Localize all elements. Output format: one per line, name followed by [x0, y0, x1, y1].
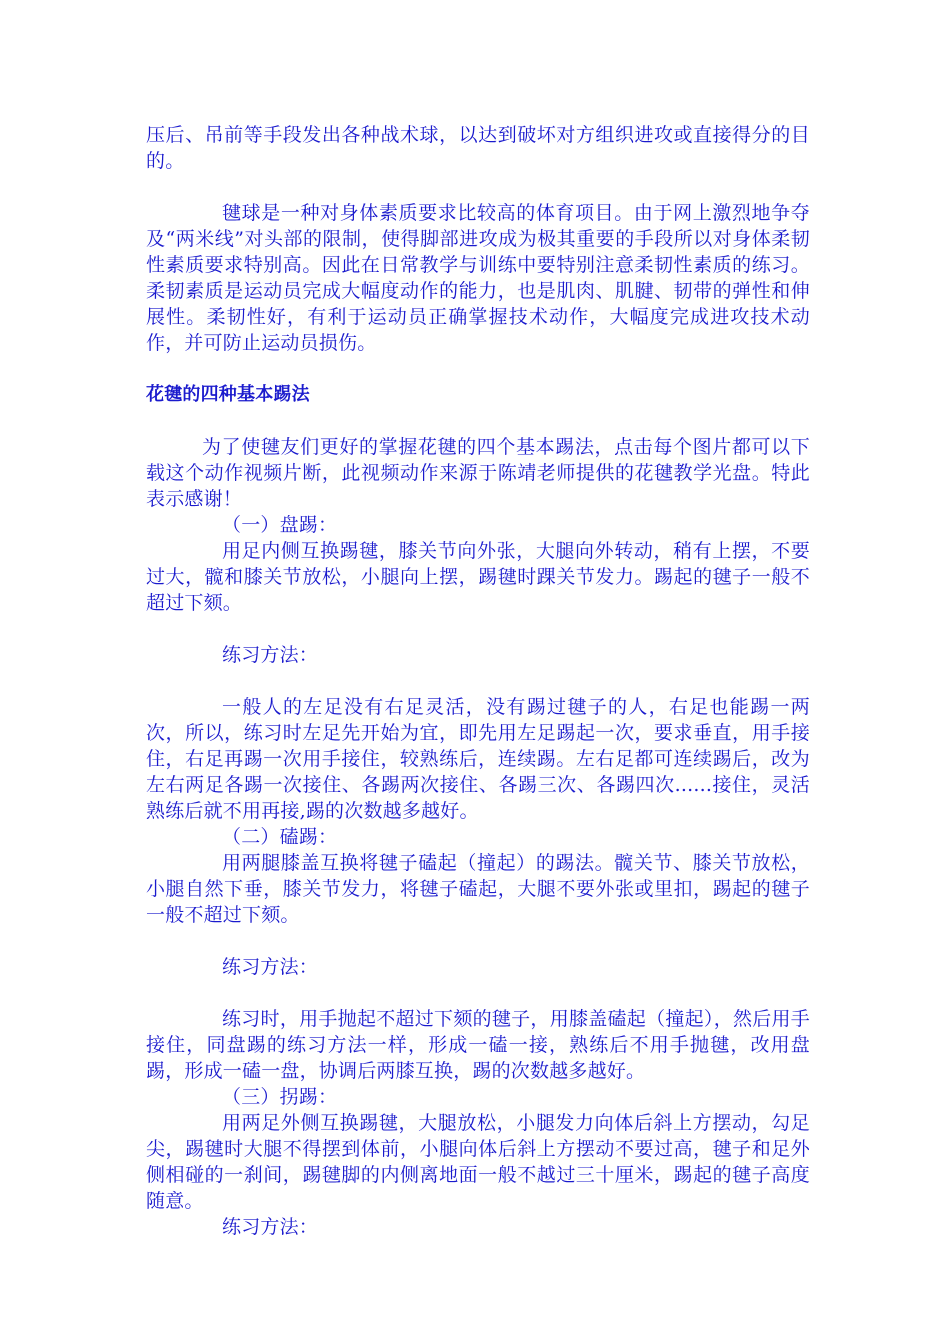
paragraph-pan-description: 用足内侧互换踢毽，膝关节向外张，大腿向外转动，稍有上摆，不要过大，髋和膝关节放松，小腿向上摆，踢毽时踝关节发力。踢起的毽子一般不超过下颏。 [146, 540, 810, 614]
practice-method-label: 练习方法： [222, 644, 319, 666]
blank-line [146, 174, 810, 200]
subsection-title-pan: （一）盘踢： [222, 514, 338, 536]
section-heading: 花毽的四种基本踢法 [146, 384, 310, 405]
paragraph-tactics-end: 压后、吊前等手段发出各种战术球，以达到破坏对方组织进攻或直接得分的目的。 [146, 124, 810, 172]
paragraph-ke-practice: 练习时，用手抛起不超过下颏的毽子，用膝盖磕起（撞起），然后用手接住，同盘踢的练习方法一样，形成一磕一接，熟练后不用手抛毽，改用盘踢，形成一磕一盘，协调后两膝互换，踢的次数越多越好。 [146, 1008, 810, 1082]
subsection-title-ke: （二）磕踢： [222, 826, 338, 848]
practice-method-label: 练习方法： [222, 1216, 319, 1238]
paragraph-guai-description: 用两足外侧互换踢毽，大腿放松，小腿发力向体后斜上方摆动，勾足尖，踢毽时大腿不得摆到体前，小腿向体后斜上方摆动不要过高，毽子和足外侧相碰的一刹间，踢毽脚的内侧离地面一般不越过三十厘米，踢起的毽子高度随意。 [146, 1112, 810, 1212]
paragraph-flexibility: 毽球是一种对身体素质要求比较高的体育项目。由于网上激烈地争夺及“两米线”对头部的限制，使得脚部进攻成为极其重要的手段所以对身体柔韧性素质要求特别高。因此在日常教学与训练中要特别注意柔韧性素质的练习。柔韧素质是运动员完成大幅度动作的能力，也是肌肉、肌腱、韧带的弹性和伸展性。柔韧性好，有利于运动员正确掌握技术动作，大幅度完成进攻技术动作，并可防止运动员损伤。 [146, 202, 810, 354]
blank-line [146, 980, 810, 1006]
practice-method-label: 练习方法： [222, 956, 319, 978]
paragraph-intro: 为了使毽友们更好的掌握花毽的四个基本踢法，点击每个图片都可以下载这个动作视频片断，此视频动作来源于陈靖老师提供的花毽教学光盘。特此表示感谢！ [146, 436, 810, 510]
paragraph-pan-practice: 一般人的左足没有右足灵活，没有踢过毽子的人，右足也能踢一两次，所以，练习时左足先开始为宜，即先用左足踢起一次，要求垂直，用手接住，右足再踢一次用手接住，较熟练后，连续踢。左右足都可连续踢后，改为左右两足各踢一次接住、各踢两次接住、各踢三次、各踢四次......接住，灵活熟练后就不用再接,踢的次数越多越好。 [146, 696, 810, 822]
paragraph-ke-description: 用两腿膝盖互换将毽子磕起（撞起）的踢法。髋关节、膝关节放松，小腿自然下垂，膝关节发力，将毽子磕起，大腿不要外张或里扣，踢起的毽子一般不超过下颏。 [146, 852, 810, 926]
blank-line [146, 408, 810, 434]
blank-line [146, 616, 810, 642]
blank-line [146, 928, 810, 954]
blank-line [146, 668, 810, 694]
blank-line [146, 356, 810, 382]
subsection-title-guai: （三）拐踢： [222, 1086, 338, 1108]
document-page [146, 122, 810, 1240]
